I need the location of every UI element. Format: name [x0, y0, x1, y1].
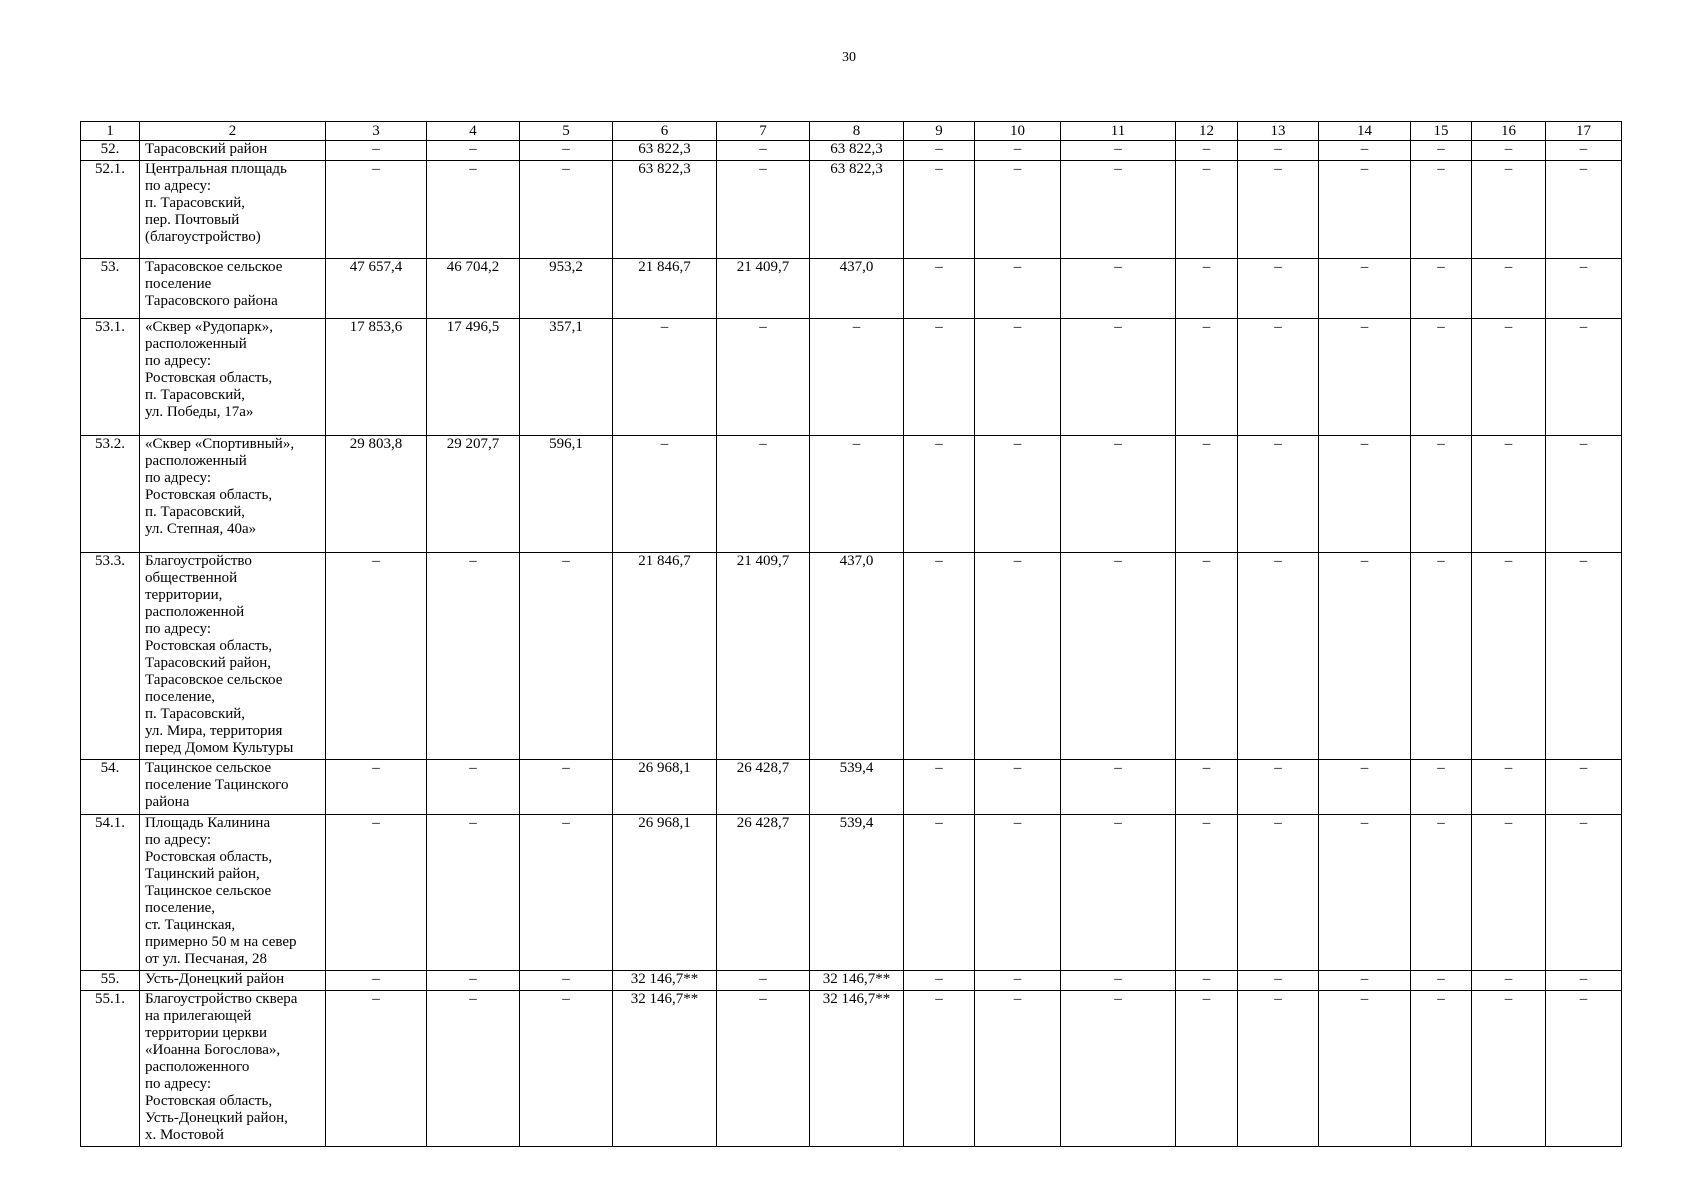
value-cell: –	[975, 259, 1061, 319]
table-row	[81, 991, 1622, 1147]
column-number: 15	[1411, 122, 1472, 141]
value-cell: –	[1176, 553, 1238, 760]
value-cell: –	[975, 971, 1061, 991]
value-cell: –	[427, 971, 520, 991]
value-cell: –	[520, 161, 613, 259]
table-row	[81, 259, 1622, 319]
value-cell: 46 704,2	[427, 259, 520, 319]
column-number: 13	[1238, 122, 1319, 141]
row-name: Центральная площадь по адресу: п. Тарасовский, пер. Почтовый (благоустройство)	[140, 161, 326, 259]
column-number: 6	[613, 122, 717, 141]
value-cell: 32 146,7**	[613, 971, 717, 991]
value-cell: –	[717, 161, 810, 259]
value-cell: –	[1546, 971, 1622, 991]
value-cell: –	[1472, 553, 1546, 760]
value-cell: –	[1061, 553, 1176, 760]
value-cell: –	[975, 436, 1061, 553]
value-cell: 63 822,3	[613, 161, 717, 259]
value-cell: –	[1472, 259, 1546, 319]
value-cell: –	[717, 141, 810, 161]
table-row	[81, 553, 1622, 760]
value-cell: 32 146,7**	[810, 991, 904, 1147]
column-number-row	[81, 122, 1622, 141]
value-cell: –	[1472, 760, 1546, 815]
value-cell: –	[1411, 319, 1472, 436]
value-cell: –	[1546, 553, 1622, 760]
value-cell: –	[1061, 319, 1176, 436]
value-cell: –	[1546, 815, 1622, 971]
value-cell: 17 496,5	[427, 319, 520, 436]
value-cell: 21 846,7	[613, 553, 717, 760]
value-cell: –	[427, 760, 520, 815]
value-cell: –	[326, 991, 427, 1147]
row-number: 55.	[81, 971, 140, 991]
value-cell: –	[975, 553, 1061, 760]
value-cell: –	[810, 319, 904, 436]
value-cell: –	[717, 319, 810, 436]
table-row	[81, 319, 1622, 436]
row-name: Благоустройство сквера на прилегающей территории церкви «Иоанна Богослова», расположенного по адресу: Ростовская область, Усть-Донецкий район, х. Мостовой	[140, 991, 326, 1147]
value-cell: –	[1319, 815, 1411, 971]
row-name: «Сквер «Рудопарк», расположенный по адресу: Ростовская область, п. Тарасовский, ул. Победы, 17а»	[140, 319, 326, 436]
value-cell: –	[904, 319, 975, 436]
table-row	[81, 161, 1622, 259]
value-cell: –	[326, 760, 427, 815]
value-cell: –	[1546, 760, 1622, 815]
value-cell: –	[1319, 436, 1411, 553]
row-number: 54.	[81, 760, 140, 815]
value-cell: –	[326, 553, 427, 760]
value-cell: –	[904, 436, 975, 553]
value-cell: –	[810, 436, 904, 553]
value-cell: –	[1319, 141, 1411, 161]
value-cell: –	[1238, 436, 1319, 553]
value-cell: –	[1472, 971, 1546, 991]
value-cell: –	[1546, 319, 1622, 436]
value-cell: –	[326, 141, 427, 161]
value-cell: –	[1238, 760, 1319, 815]
value-cell: –	[1176, 259, 1238, 319]
value-cell: –	[1319, 319, 1411, 436]
column-number: 10	[975, 122, 1061, 141]
row-number: 53.2.	[81, 436, 140, 553]
column-number: 17	[1546, 122, 1622, 141]
value-cell: –	[904, 553, 975, 760]
value-cell: 596,1	[520, 436, 613, 553]
value-cell: 539,4	[810, 815, 904, 971]
value-cell: 63 822,3	[613, 141, 717, 161]
budget-table	[80, 121, 1622, 1147]
value-cell: –	[904, 161, 975, 259]
value-cell: –	[520, 971, 613, 991]
value-cell: –	[1061, 971, 1176, 991]
value-cell: –	[975, 760, 1061, 815]
value-cell: –	[1472, 319, 1546, 436]
value-cell: –	[1061, 141, 1176, 161]
value-cell: 26 968,1	[613, 760, 717, 815]
value-cell: 32 146,7**	[810, 971, 904, 991]
value-cell: –	[1238, 259, 1319, 319]
row-name: Тацинское сельское поселение Тацинского района	[140, 760, 326, 815]
value-cell: –	[326, 815, 427, 971]
value-cell: 21 409,7	[717, 259, 810, 319]
column-number: 14	[1319, 122, 1411, 141]
value-cell: 437,0	[810, 259, 904, 319]
column-number: 4	[427, 122, 520, 141]
table-row	[81, 760, 1622, 815]
table-row	[81, 436, 1622, 553]
row-number: 52.1.	[81, 161, 140, 259]
row-number: 53.	[81, 259, 140, 319]
value-cell: –	[520, 991, 613, 1147]
value-cell: –	[1411, 760, 1472, 815]
row-number: 53.3.	[81, 553, 140, 760]
value-cell: –	[1546, 991, 1622, 1147]
value-cell: 953,2	[520, 259, 613, 319]
value-cell: –	[904, 259, 975, 319]
value-cell: –	[1238, 319, 1319, 436]
row-name: Усть-Донецкий район	[140, 971, 326, 991]
table-row	[81, 141, 1622, 161]
row-number: 52.	[81, 141, 140, 161]
row-name: «Сквер «Спортивный», расположенный по адресу: Ростовская область, п. Тарасовский, ул. Степная, 40а»	[140, 436, 326, 553]
value-cell: –	[427, 141, 520, 161]
value-cell: –	[1319, 259, 1411, 319]
value-cell: –	[904, 991, 975, 1147]
value-cell: –	[1061, 815, 1176, 971]
row-number: 54.1.	[81, 815, 140, 971]
column-number: 3	[326, 122, 427, 141]
value-cell: –	[613, 436, 717, 553]
value-cell: –	[1238, 161, 1319, 259]
value-cell: 539,4	[810, 760, 904, 815]
value-cell: –	[1546, 141, 1622, 161]
value-cell: –	[1238, 991, 1319, 1147]
column-number: 7	[717, 122, 810, 141]
value-cell: –	[427, 553, 520, 760]
value-cell: –	[1411, 553, 1472, 760]
value-cell: 21 409,7	[717, 553, 810, 760]
value-cell: 29 803,8	[326, 436, 427, 553]
page-number: 30	[842, 50, 856, 65]
value-cell: 26 428,7	[717, 815, 810, 971]
row-number: 55.1.	[81, 991, 140, 1147]
table-row	[81, 971, 1622, 991]
value-cell: –	[1176, 815, 1238, 971]
value-cell: –	[427, 815, 520, 971]
value-cell: 17 853,6	[326, 319, 427, 436]
value-cell: 26 428,7	[717, 760, 810, 815]
value-cell: 63 822,3	[810, 161, 904, 259]
value-cell: –	[1176, 971, 1238, 991]
value-cell: –	[1238, 815, 1319, 971]
row-name: Тарасовский район	[140, 141, 326, 161]
value-cell: –	[326, 161, 427, 259]
value-cell: –	[1176, 141, 1238, 161]
column-number: 16	[1472, 122, 1546, 141]
value-cell: –	[1176, 991, 1238, 1147]
value-cell: –	[1176, 161, 1238, 259]
table-row	[81, 815, 1622, 971]
value-cell: –	[427, 991, 520, 1147]
value-cell: –	[326, 971, 427, 991]
value-cell: –	[975, 991, 1061, 1147]
value-cell: –	[1472, 991, 1546, 1147]
value-cell: –	[1546, 436, 1622, 553]
value-cell: –	[1546, 259, 1622, 319]
value-cell: 29 207,7	[427, 436, 520, 553]
value-cell: –	[1176, 436, 1238, 553]
value-cell: –	[1061, 161, 1176, 259]
value-cell: –	[1319, 971, 1411, 991]
value-cell: –	[1176, 319, 1238, 436]
value-cell: –	[1411, 436, 1472, 553]
value-cell: –	[1176, 760, 1238, 815]
value-cell: –	[613, 319, 717, 436]
row-name: Площадь Калинина по адресу: Ростовская область, Тацинский район, Тацинское сельское поселение, ст. Тацинская, примерно 50 м на север от ул. Песчаная, 28	[140, 815, 326, 971]
value-cell: –	[1319, 760, 1411, 815]
row-number: 53.1.	[81, 319, 140, 436]
value-cell: –	[904, 141, 975, 161]
value-cell: 47 657,4	[326, 259, 427, 319]
value-cell: –	[904, 971, 975, 991]
value-cell: –	[904, 815, 975, 971]
value-cell: –	[1546, 161, 1622, 259]
value-cell: –	[1472, 436, 1546, 553]
column-number: 8	[810, 122, 904, 141]
value-cell: –	[1411, 141, 1472, 161]
value-cell: –	[1238, 553, 1319, 760]
value-cell: –	[1061, 760, 1176, 815]
value-cell: –	[520, 553, 613, 760]
value-cell: –	[717, 991, 810, 1147]
column-number: 9	[904, 122, 975, 141]
value-cell: –	[520, 815, 613, 971]
value-cell: –	[1319, 991, 1411, 1147]
value-cell: –	[1411, 815, 1472, 971]
row-name: Тарасовское сельское поселение Тарасовского района	[140, 259, 326, 319]
value-cell: –	[975, 319, 1061, 436]
value-cell: 21 846,7	[613, 259, 717, 319]
value-cell: –	[1472, 815, 1546, 971]
value-cell: –	[520, 760, 613, 815]
value-cell: 26 968,1	[613, 815, 717, 971]
value-cell: –	[975, 141, 1061, 161]
column-number: 12	[1176, 122, 1238, 141]
value-cell: –	[1472, 141, 1546, 161]
value-cell: –	[1411, 259, 1472, 319]
column-number: 2	[140, 122, 326, 141]
value-cell: –	[1411, 161, 1472, 259]
value-cell: 63 822,3	[810, 141, 904, 161]
value-cell: –	[1061, 991, 1176, 1147]
value-cell: –	[1061, 436, 1176, 553]
column-number: 1	[81, 122, 140, 141]
value-cell: 437,0	[810, 553, 904, 760]
value-cell: –	[1061, 259, 1176, 319]
value-cell: –	[717, 971, 810, 991]
value-cell: –	[1472, 161, 1546, 259]
value-cell: –	[1319, 161, 1411, 259]
value-cell: –	[520, 141, 613, 161]
column-number: 5	[520, 122, 613, 141]
value-cell: –	[1238, 141, 1319, 161]
value-cell: 32 146,7**	[613, 991, 717, 1147]
value-cell: –	[1411, 991, 1472, 1147]
value-cell: –	[975, 815, 1061, 971]
value-cell: –	[1238, 971, 1319, 991]
value-cell: –	[1411, 971, 1472, 991]
column-number: 11	[1061, 122, 1176, 141]
value-cell: –	[717, 436, 810, 553]
value-cell: –	[975, 161, 1061, 259]
row-name: Благоустройство общественной территории, расположенной по адресу: Ростовская область, Тарасовский район, Тарасовское сельское поселение, п. Тарасовский, ул. Мира, территория перед Домом Культуры	[140, 553, 326, 760]
value-cell: –	[427, 161, 520, 259]
value-cell: –	[904, 760, 975, 815]
value-cell: –	[1319, 553, 1411, 760]
value-cell: 357,1	[520, 319, 613, 436]
